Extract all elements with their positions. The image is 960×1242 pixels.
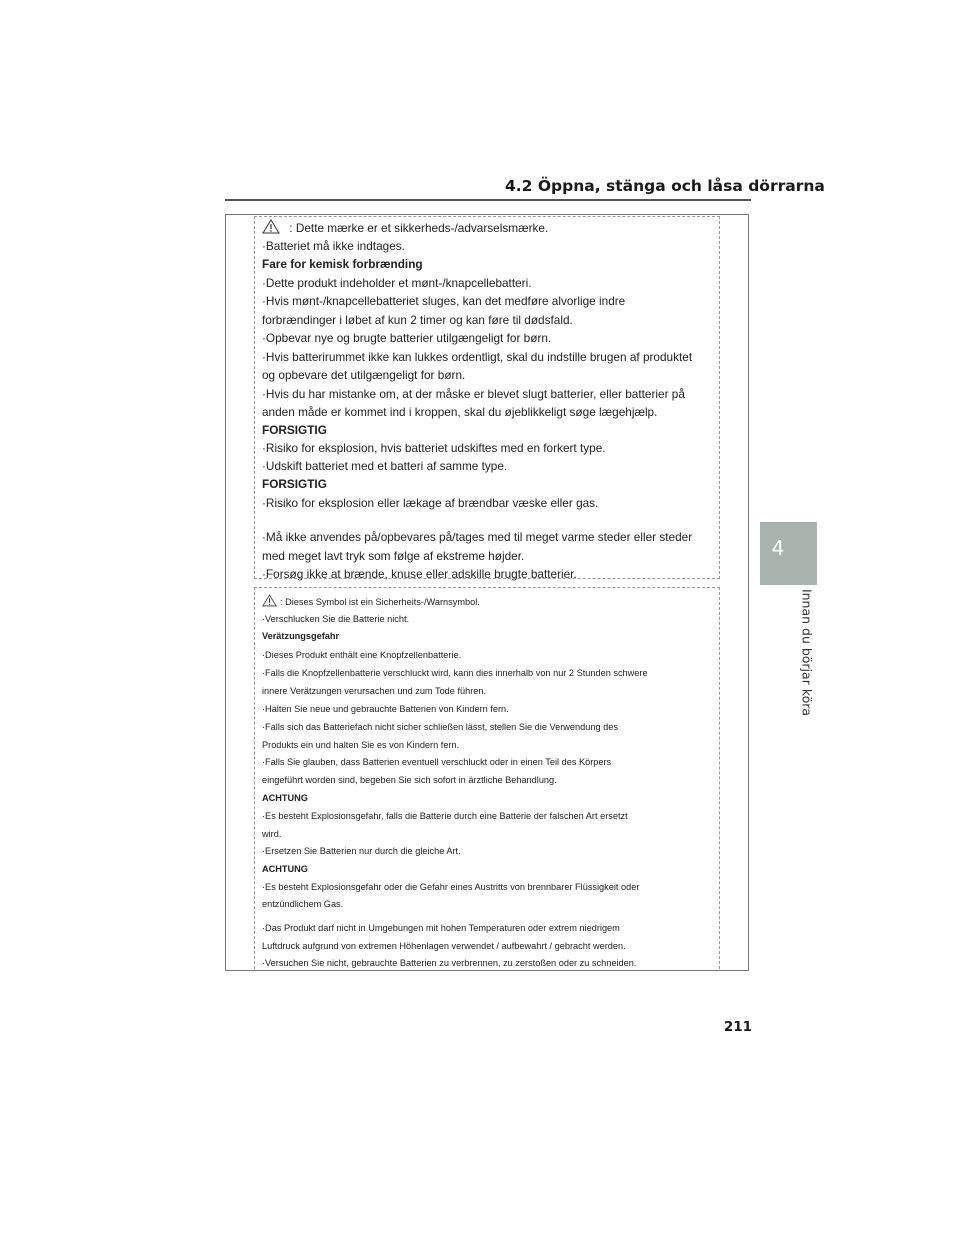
danish-line: ·Hvis mønt-/knapcellebatteriet sluges, kan det medføre alvorlige indre — [262, 294, 626, 308]
german-line: entzündlichem Gas. — [262, 899, 344, 909]
danish-heading: Fare for kemisk forbrænding — [262, 257, 423, 271]
danish-line: ·Opbevar nye og brugte batterier utilgængeligt for børn. — [262, 331, 552, 345]
danish-line: ·Hvis batterirummet ikke kan lukkes ordentligt, skal du indstille brugen af produktet — [262, 350, 693, 364]
german-line: ·Ersetzen Sie Batterien nur durch die gleiche Art. — [262, 846, 461, 856]
chapter-tab-number: 4 — [771, 536, 785, 560]
danish-line: ·Må ikke anvendes på/opbevares på/tages med til meget varme steder eller steder — [262, 530, 693, 544]
danish-line-symbol: : Dette mærke er et sikkerheds-/advarselsmærke. — [262, 219, 548, 235]
danish-line: forbrændinger i løbet af kun 2 timer og kan føre til dødsfald. — [262, 313, 573, 327]
warning-triangle-icon — [262, 219, 280, 234]
german-line: ·Falls sich das Batteriefach nicht sicher schließen lässt, stellen Sie die Verwendung des — [262, 722, 618, 732]
german-line: Luftdruck aufgrund von extremen Höhenlagen verwendet / aufbewahrt / gebracht werden. — [262, 941, 626, 951]
german-line: Produkts ein und halten Sie es von Kindern fern. — [262, 740, 460, 750]
danish-line: ·Dette produkt indeholder et mønt-/knapcellebatteri. — [262, 276, 532, 290]
german-line: ·Falls die Knopfzellenbatterie verschluckt wird, kann dies innerhalb von nur 2 Stunden schwere — [262, 668, 648, 678]
header-rule — [225, 199, 751, 201]
german-line: ·Es besteht Explosionsgefahr oder die Gefahr eines Austritts von brennbarer Flüssigkeit oder — [262, 882, 640, 892]
german-line: ·Das Produkt darf nicht in Umgebungen mit hohen Temperaturen oder extrem niedrigem — [262, 923, 620, 933]
german-line-symbol: : Dieses Symbol ist ein Sicherheits-/Warnsymbol. — [262, 594, 480, 607]
german-heading: Verätzungsgefahr — [262, 631, 340, 641]
danish-line: ·Risiko for eksplosion, hvis batteriet udskiftes med en forkert type. — [262, 441, 606, 455]
german-line: innere Verätzungen verursachen und zum Tode führen. — [262, 686, 487, 696]
german-line: ·Falls Sie glauben, dass Batterien eventuell verschluckt oder in einen Teil des Körpers — [262, 757, 612, 767]
german-line: ·Verschlucken Sie die Batterie nicht. — [262, 614, 410, 624]
german-line: ·Es besteht Explosionsgefahr, falls die Batterie durch eine Batterie der falschen Art ersetzt — [262, 811, 628, 821]
danish-line: ·Risiko for eksplosion eller lækage af brændbar væske eller gas. — [262, 496, 599, 510]
german-line: ·Versuchen Sie nicht, gebrauchte Batterien zu verbrennen, zu zerstoßen oder zu schneiden. — [262, 958, 637, 968]
danish-heading: FORSIGTIG — [262, 423, 327, 437]
german-line: eingeführt worden sind, begeben Sie sich sofort in ärztliche Behandlung. — [262, 775, 557, 785]
german-line: wird. — [262, 829, 282, 839]
danish-line: ·Forsøg ikke at brænde, knuse eller adskille brugte batterier. — [262, 567, 577, 581]
danish-line: anden måde er kommet ind i kroppen, skal du øjeblikkeligt søge lægehjælp. — [262, 405, 658, 419]
german-heading: ACHTUNG — [262, 793, 308, 803]
danish-line: og opbevare det utilgængeligt for børn. — [262, 368, 466, 382]
danish-line: ·Batteriet må ikke indtages. — [262, 239, 405, 253]
danish-line: med meget lavt tryk som følge af ekstreme højder. — [262, 549, 525, 563]
danish-heading: FORSIGTIG — [262, 477, 327, 491]
danish-line: ·Hvis du har mistanke om, at der måske er blevet slugt batterier, eller batterier på — [262, 387, 685, 401]
section-title: 4.2 Öppna, stänga och låsa dörrarna — [505, 177, 825, 195]
warning-triangle-icon — [262, 594, 277, 607]
danish-line: ·Udskift batteriet med et batteri af samme type. — [262, 459, 508, 473]
german-line: ·Dieses Produkt enthält eine Knopfzellenbatterie. — [262, 650, 462, 660]
page-number: 211 — [723, 1019, 752, 1035]
german-heading: ACHTUNG — [262, 864, 308, 874]
chapter-tab-label: Innan du börjar köra — [799, 588, 815, 717]
german-line: ·Halten Sie neue und gebrauchte Batterien von Kindern fern. — [262, 704, 509, 714]
